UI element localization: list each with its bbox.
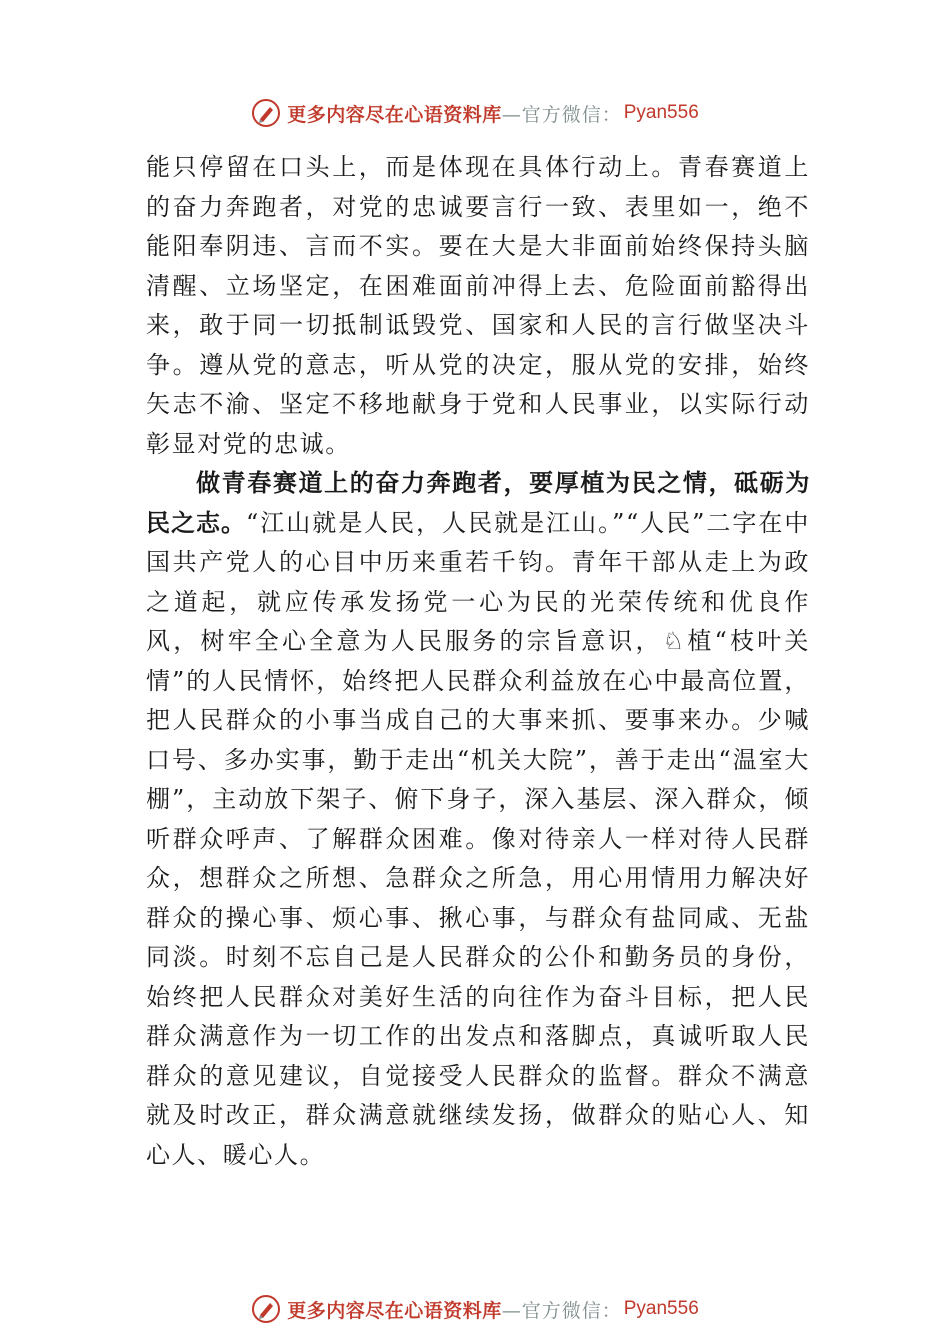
paragraph-1: 能只停留在口头上，而是体现在具体行动上。青春赛道上的奋力奔跑者，对党的忠诚要言行一致、表里如一，绝不能阳奉阴违、言而不实。要在大是大非面前始终保持头脑清醒、立场坚定，在困难面前冲得上去、危险面前豁得出来，敢于同一切抵制诋毁党、国家和人民的言行做坚决斗争。遵从党的意志，听从党的决定，服从党的安排，始终矢志不渝、坚定不移地献身于党和人民事业，以实际行动彰显对党的忠诚。 — [146, 153, 810, 458]
header-wechat-label: —官方微信： — [501, 103, 622, 126]
footer-wechat-id: Pyan556 — [623, 1298, 699, 1319]
paragraph-2-heading: 做青春赛道上的奋力奔跑者，要厚植为民之情，砥砺为民之志。 — [146, 469, 810, 537]
paragraph-2 — [146, 464, 810, 1175]
header-brand-text: 更多内容尽在心语资料库 — [287, 103, 502, 126]
pen-logo-icon — [251, 98, 281, 128]
pen-logo-icon — [251, 1294, 281, 1324]
footer-wechat-label: —官方微信： — [501, 1299, 622, 1322]
header-wechat-id: Pyan556 — [623, 102, 699, 123]
footer-banner — [0, 1292, 950, 1326]
document-body — [146, 148, 810, 1175]
footer-brand-text: 更多内容尽在心语资料库 — [287, 1299, 502, 1322]
header-banner — [0, 96, 950, 130]
paragraph-2-text: “江山就是人民，人民就是江山。”“人民”二字在中国共产党人的心目中历来重若千钧。青年干部从走上为政之道起，就应传承发扬党一心为民的光荣传统和优良作风，树牢全心全意为人民服务的宗旨意识，♘植“枝叶关情”的人民情怀，始终把人民群众利益放在心中最高位置，把人民群众的小事当成自己的大事来抓、要事来办。少喊口号、多办实事，勤于走出“机关大院”，善于走出“温室大棚”，主动放下架子、俯下身子，深入基层、深入群众，倾听群众呼声、了解群众困难。像对待亲人一样对待人民群众，想群众之所想、急群众之所急，用心用情用力解决好群众的操心事、烦心事、揪心事，与群众有盐同咸、无盐同淡。时刻不忘自己是人民群众的公仆和勤务员的身份，始终把人民群众对美好生活的向往作为奋斗目标，把人民群众满意作为一切工作的出发点和落脚点，真诚听取人民群众的意见建议，自觉接受人民群众的监督。群众不满意就及时改正，群众满意就继续发扬，做群众的贴心人、知心人、暖心人。 — [146, 508, 810, 1169]
